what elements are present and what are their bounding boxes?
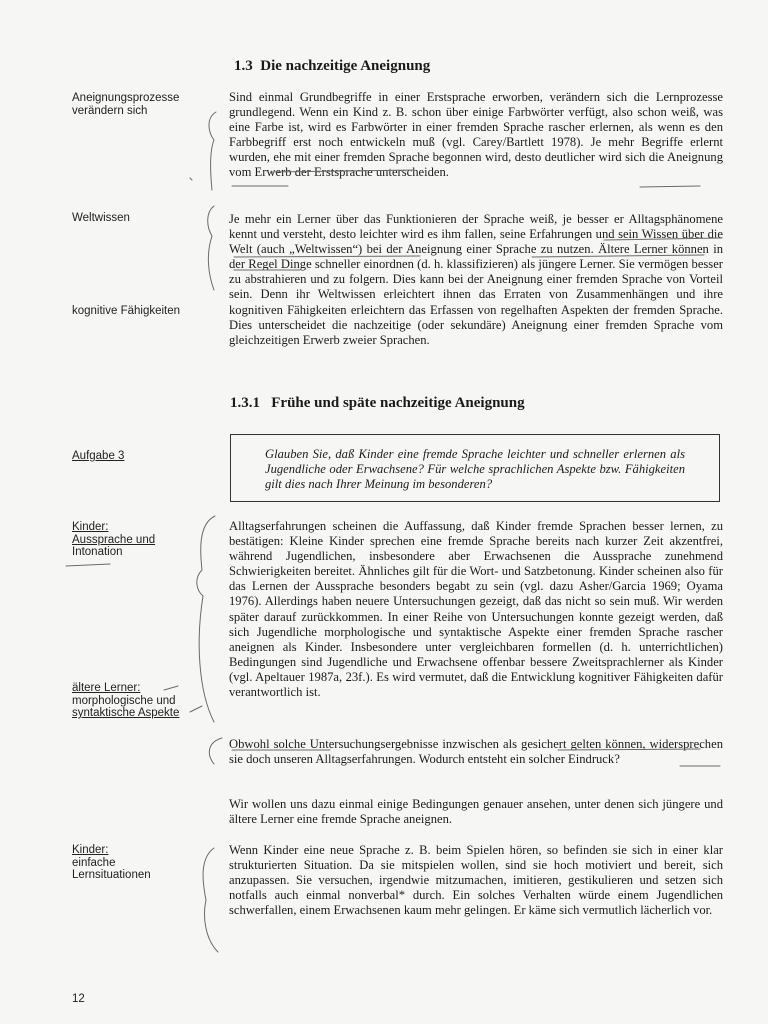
margin-note-line: einfache	[72, 856, 116, 869]
pencil-mark	[190, 178, 192, 180]
subsection-number: 1.3.1	[230, 395, 260, 411]
paragraph-untersuchungsergebnisse: Obwohl solche Untersuchungsergebnisse inzwischen als gesichert gelten können, widersprechen sie doch unseren Alltagserfahrungen. Wodurch entsteht ein solcher Eindruck?	[229, 737, 723, 767]
margin-note-kinder-aussprache	[72, 521, 212, 559]
section-heading	[234, 58, 430, 75]
task-question: Glauben Sie, daß Kinder eine fremde Sprache leichter und schneller erlernen als Jugendliche oder Erwachsene? Für welche sprachlichen Aspekte bzw. Fähigkeiten gilt dies nach Ihrer Meinung im besonderen?	[265, 447, 685, 492]
margin-note-line: ältere Lerner:	[72, 682, 141, 694]
margin-note-line: Lernsituationen	[72, 869, 151, 881]
margin-note-kinder-lernsituationen	[72, 844, 212, 882]
section-number: 1.3	[234, 58, 253, 74]
margin-note-aufgabe: Aufgabe 3	[72, 450, 125, 462]
paragraph-grundbegriffe: Sind einmal Grundbegriffe in einer Erstsprache erworben, verändern sich die Lernprozesse grundlegend. Wenn ein Kind z. B. schon über einige Farbwörter verfügt, also schon weiß, was eine Farbe ist, wird es Farbwörter in einer fremden Sprache rascher erlernen, als wenn es den Farbbegriff erst noch entwickeln muß (vgl. Carey/Bartlett 1978). Je mehr Begriffe erlernt wurden, ehe mit einer fremden Sprache begonnen wird, desto deutlicher wird sich die Aneignung vom Erwerb der Erstsprache unterscheiden.	[229, 90, 723, 180]
margin-note-weltwissen: Weltwissen	[72, 212, 130, 224]
page-number: 12	[72, 993, 85, 1005]
paragraph-weltwissen: Je mehr ein Lerner über das Funktionieren der Sprache weiß, je besser er Alltagsphänomene kennt und versteht, desto leichter wird es ihm fallen, seine Erfahrungen und sein Wissen über die Welt (auch „Weltwissen“) bei der Aneignung einer Sprache zu nutzen. Ältere Lerner können in der Regel Dinge schneller einordnen (d. h. klassifizieren) als jüngere Lerner. Sie vermögen besser zu abstrahieren und zu folgern. Dies kann bei der Aneignung einer fremden Sprache von Vorteil sein. Denn ihr Weltwissen erleichtert ihnen das Erraten von Zusammenhängen und ihre kognitiven Fähigkeiten erleichtern das Erfassen von regelhaften Aspekten der fremden Sprache. Dies unterscheidet die nachzeitige (oder sekundäre) Aneignung einer fremden Sprache vom gleichzeitigen Erwerb zweier Sprachen.	[229, 212, 723, 347]
pencil-bracket	[209, 738, 222, 764]
margin-note-line: syntaktische Aspekte	[72, 707, 180, 719]
subsection-title: Frühe und späte nachzeitige Aneignung	[271, 395, 525, 411]
paragraph-kinder-spielen: Wenn Kinder eine neue Sprache z. B. beim Spielen hören, so befinden sie sich in einer klar strukturierten Situation. Da sie mitspielen wollen, sind sie hoch motiviert und bereit, sich anzupassen. Sie versuchen, irgendwie mitzumachen, imitieren, gestikulieren und setzen sich notfalls auch einmal nonverbal* durch. Ein solches Verhalten würde einem Jugendlichen schwerfallen, einem Erwachsenen kaum mehr gelingen. Er käme sich vermutlich lächerlich vor.	[229, 843, 723, 918]
pencil-mark	[66, 564, 110, 566]
pencil-underline	[640, 186, 700, 187]
section-title: Die nachzeitige Aneignung	[260, 58, 431, 74]
margin-note-line: Kinder:	[72, 844, 109, 856]
pencil-bracket	[209, 112, 216, 190]
margin-note-aneignungsprozesse: Aneignungsprozesse verändern sich	[72, 92, 180, 117]
margin-note-line: Intonation	[72, 546, 123, 558]
task-box	[230, 434, 720, 502]
subsection-heading	[230, 395, 525, 412]
margin-note-line: Aussprache und	[72, 533, 156, 546]
paragraph-bedingungen: Wir wollen uns dazu einmal einige Bedingungen genauer ansehen, unter denen sich jüngere und ältere Lerner eine fremde Sprache aneignen.	[229, 797, 723, 827]
margin-note-aeltere-lerner	[72, 682, 212, 720]
margin-note-kognitive-faehigkeiten: kognitive Fähigkeiten	[72, 305, 181, 317]
margin-note-line: morphologische und	[72, 694, 176, 707]
margin-note-line: Kinder:	[72, 521, 109, 533]
paragraph-alltagserfahrungen: Alltagserfahrungen scheinen die Auffassung, daß Kinder fremde Sprachen besser lernen, zu bestätigen: Kleine Kinder sprechen eine fremde Sprache bereits nach kurzer Zeit akzentfrei, während Jugendlichen, insbesondere aber Erwachsenen die Aussprache zunehmend Schwierigkeiten bereitet. Ähnliches gilt für die Wort- und Satzbetonung. Kinder scheinen also für das Lernen der Aussprache besonders begabt zu sein (vgl. dazu Asher/Garcia 1969; Oyama 1976). Allerdings haben neuere Untersuchungen gezeigt, daß das nicht so sein muß. Wir werden später darauf zurückkommen. In einer Reihe von Untersuchungen konnte gezeigt werden, daß sich Jugendliche morphologische und syntaktische Aspekte einer fremden Sprache rascher aneignen als Kinder. Insbesondere unter vergleichbaren formellen (d. h. unterrichtlichen) Bedingungen sind Jugendliche und Erwachsene offenbar bessere Zweitsprachlerner als Kinder (vgl. Apeltauer 1987a, 23f.). Es wird vermutet, daß die Entwicklung kognitiver Fähigkeiten dafür verantwortlich ist.	[229, 519, 723, 700]
